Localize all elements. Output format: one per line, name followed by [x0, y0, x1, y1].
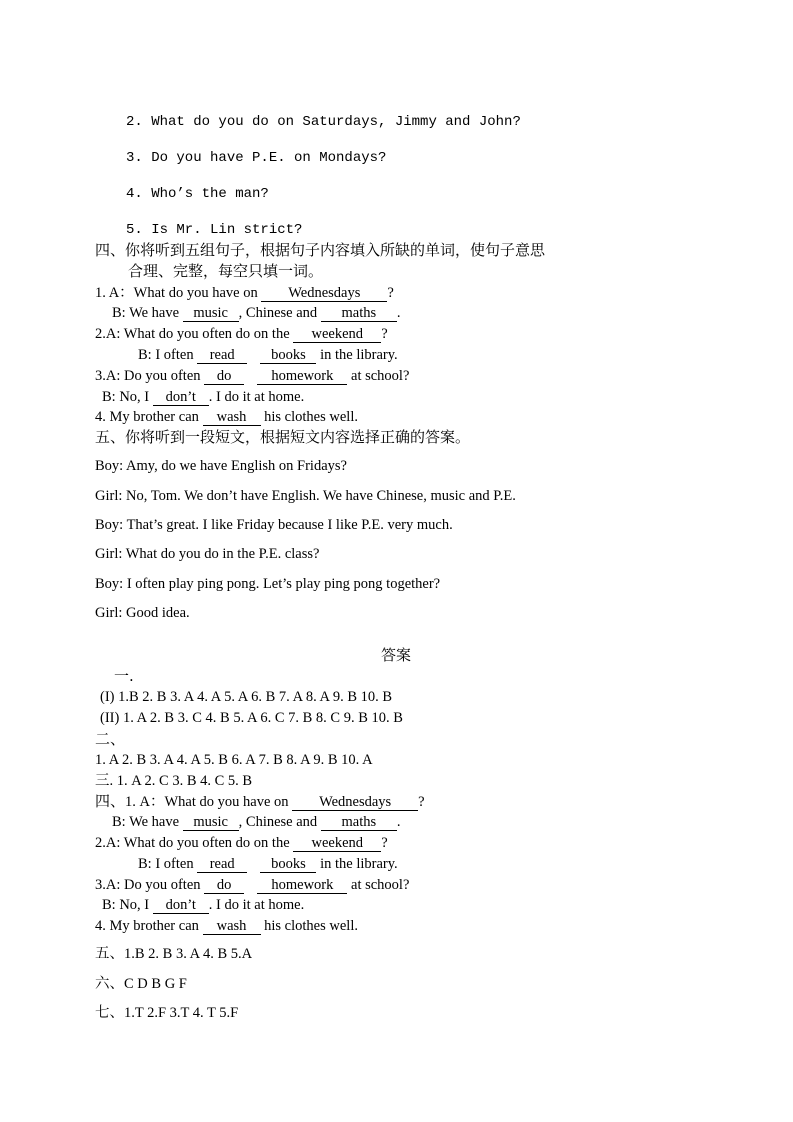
fill-blank: wash	[203, 919, 261, 935]
fill-blank: weekend	[293, 836, 381, 852]
answers-s2-line: 1. A 2. B 3. A 4. A 5. B 6. A 7. B 8. A 9. B 10. A	[95, 752, 373, 768]
answers-s4-q1b: B: We have music , Chinese and maths .	[112, 814, 401, 830]
section4-heading-cont: 合理、完整，每空只填一词。	[128, 262, 324, 280]
answers-s4-q3b: B: No, I don’t . I do it at home.	[102, 897, 305, 913]
answers-s4-q4: 4. My brother can wash his clothes well.	[95, 918, 358, 934]
s4-q1a: 1. A：What do you have on Wednesdays ?	[95, 285, 394, 301]
fill-blank: maths	[321, 306, 397, 322]
s4-q2b: B: I often read books in the library.	[138, 347, 398, 363]
answers-title: 答案	[381, 646, 412, 664]
dialogue-line: Boy: I often play ping pong. Let’s play ping pong together?	[95, 576, 441, 592]
answers-s5-line: 五、1.B 2. B 3. A 4. B 5.A	[95, 946, 253, 962]
fill-blank: read	[197, 857, 247, 873]
answers-s4-q2b: B: I often read books in the library.	[138, 856, 398, 872]
fill-blank: homework	[257, 878, 347, 894]
section5-heading: 五、你将听到一段短文，根据短文内容选择正确的答案。	[95, 428, 471, 446]
fill-blank: books	[260, 348, 316, 364]
fill-blank: don’t	[153, 390, 209, 406]
listening-question-3: 3. Do you have P.E. on Mondays?	[126, 150, 387, 166]
answers-s4-q2a: 2.A: What do you often do on the weekend ?	[95, 835, 388, 851]
answers-s1-part2: (II) 1. A 2. B 3. C 4. B 5. A 6. C 7. B 8. C 9. B 10. B	[100, 710, 403, 726]
answers-s2-label: 二、	[95, 730, 126, 748]
dialogue-line: Girl: Good idea.	[95, 605, 190, 621]
answers-s1-label: 一.	[114, 667, 134, 685]
s4-q3b: B: No, I don’t . I do it at home.	[102, 389, 305, 405]
s4-q4: 4. My brother can wash his clothes well.	[95, 409, 358, 425]
answers-s4-q3a: 3.A: Do you often do homework at school?	[95, 877, 410, 893]
s4-q3a: 3.A: Do you often do homework at school?	[95, 368, 410, 384]
listening-question-2: 2. What do you do on Saturdays, Jimmy and John?	[126, 114, 521, 130]
answers-s1-part1: (I) 1.B 2. B 3. A 4. A 5. A 6. B 7. A 8. A 9. B 10. B	[100, 689, 393, 705]
fill-blank: do	[204, 878, 244, 894]
fill-blank: wash	[203, 410, 261, 426]
s4-q2a: 2.A: What do you often do on the weekend ?	[95, 326, 388, 342]
fill-blank: do	[204, 369, 244, 385]
fill-blank: read	[197, 348, 247, 364]
s4-q1b: B: We have music , Chinese and maths .	[112, 305, 401, 321]
answers-s6-line: 六、C D B G F	[95, 976, 187, 992]
fill-blank: weekend	[293, 327, 381, 343]
dialogue-line: Girl: What do you do in the P.E. class?	[95, 546, 320, 562]
fill-blank: homework	[257, 369, 347, 385]
fill-blank: maths	[321, 815, 397, 831]
fill-blank: Wednesdays	[261, 286, 387, 302]
listening-question-5: 5. Is Mr. Lin strict?	[126, 222, 303, 238]
dialogue-line: Boy: That’s great. I like Friday because I like P.E. very much.	[95, 517, 453, 533]
dialogue-line: Girl: No, Tom. We don’t have English. We have Chinese, music and P.E.	[95, 488, 516, 504]
dialogue-line: Boy: Amy, do we have English on Fridays?	[95, 458, 347, 474]
fill-blank: Wednesdays	[292, 795, 418, 811]
fill-blank: books	[260, 857, 316, 873]
listening-question-4: 4. Who’s the man?	[126, 186, 269, 202]
fill-blank: music	[183, 815, 239, 831]
answers-s4-q1a: 四、1. A：What do you have on Wednesdays ?	[95, 792, 425, 810]
answers-s3-line: 三. 1. A 2. C 3. B 4. C 5. B	[95, 773, 253, 789]
fill-blank: music	[183, 306, 239, 322]
fill-blank: don’t	[153, 898, 209, 914]
section4-heading: 四、你将听到五组句子，根据句子内容填入所缺的单词，使句子意思	[95, 241, 546, 259]
answers-s7-line: 七、1.T 2.F 3.T 4. T 5.F	[95, 1005, 239, 1021]
